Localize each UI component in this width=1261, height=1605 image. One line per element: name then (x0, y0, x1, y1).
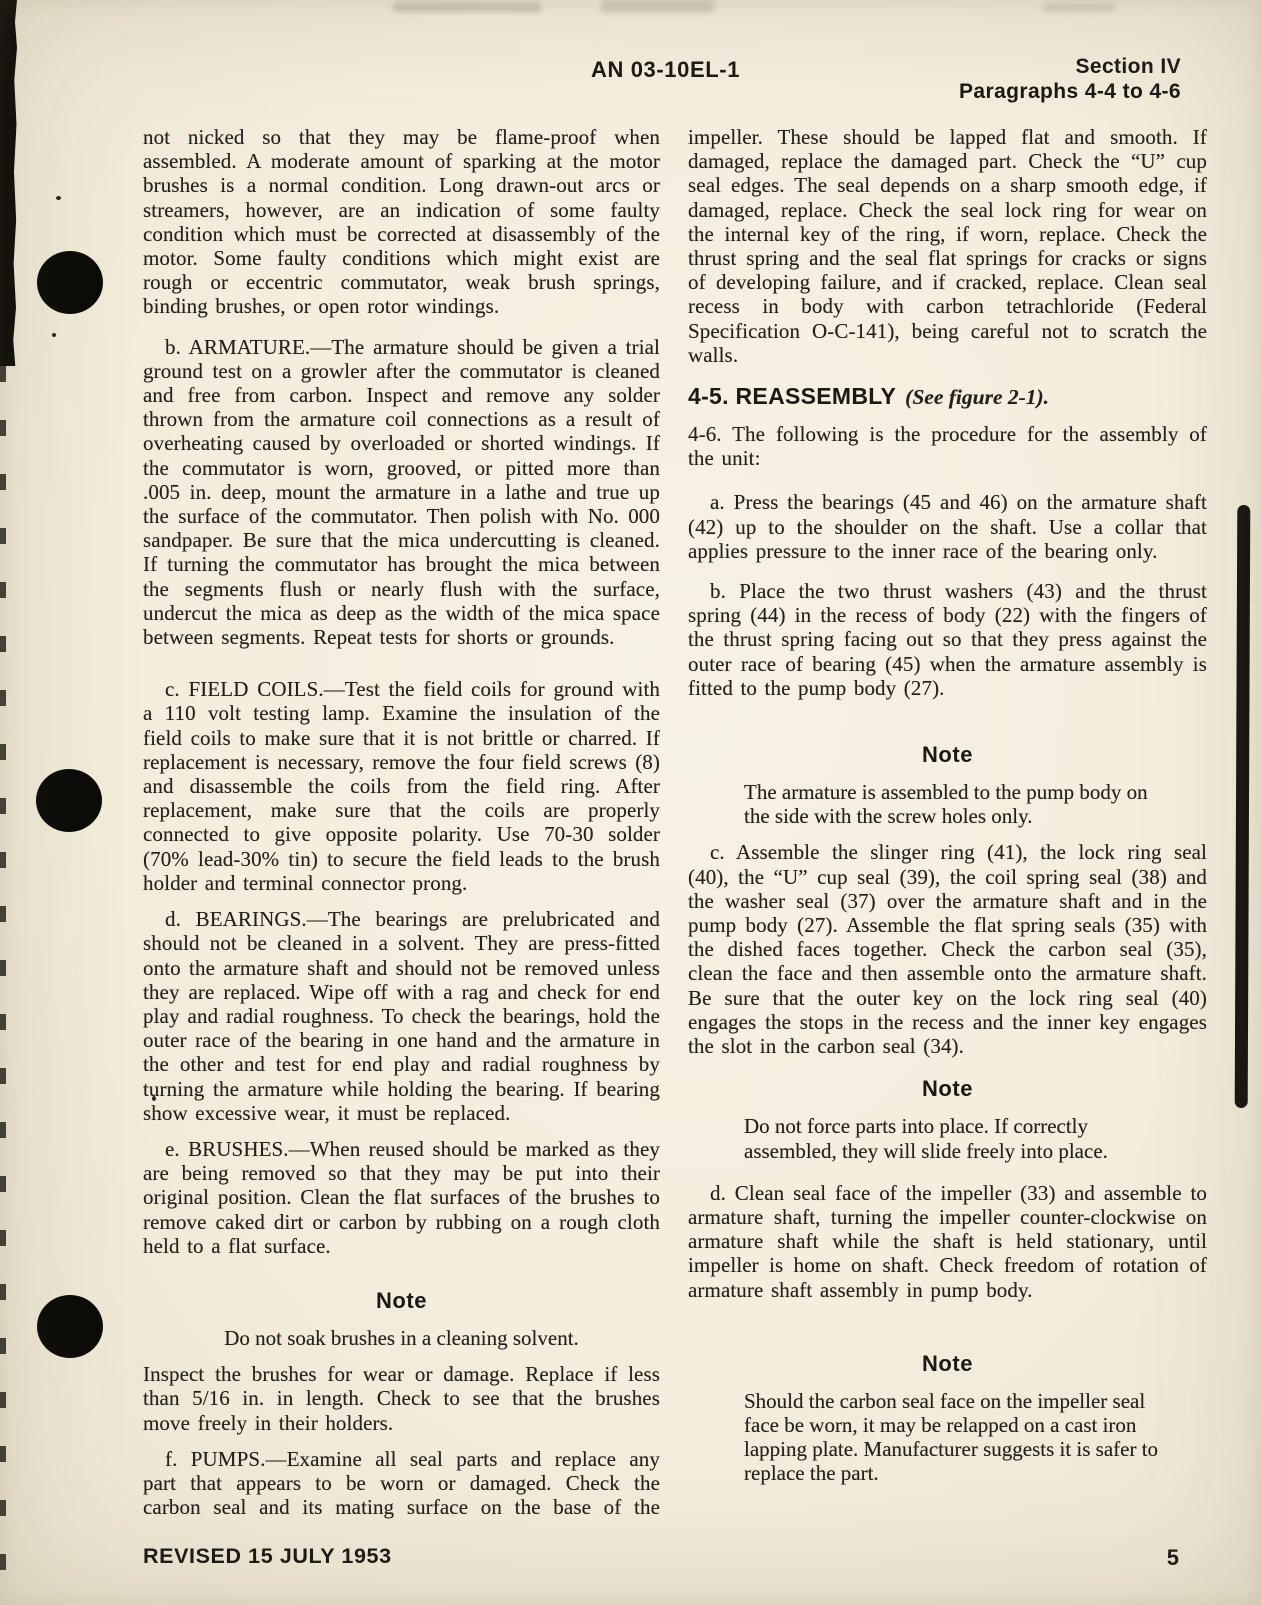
heading-reassembly (688, 383, 1207, 410)
note-heading: Note (376, 1287, 427, 1313)
paragraph-step-c: c. Assemble the slinger ring (41), the lock ring seal (40), the “U” cup seal (39), the coil spring seal (38) and the washer seal (37) over the armature shaft and in the pump body (27). Assemble the flat spring seals (35) with the dished faces together. Check the carbon seal (35), clean the face and then assemble onto the armature shaft. Be sure that the outer key on the lock ring seal (40) engages the stops in the recess and the inner key engages the slot in the carbon seal (34). (688, 840, 1207, 1059)
paragraph-field-coils: c. FIELD COILS.—Test the field coils for ground with a 110 volt testing lamp. Examine the insulation of the field coils to make sure that it is not brittle or charred. If replacement is necessary, remove the four field screws (8) and disassemble the coils from the field ring. After replacement, make sure that the coils are properly connected to give opposite polarity. Use 70-30 solder (70% lead-30% tin) to secure the field leads to the brush holder and terminal connector prong. (143, 677, 660, 895)
page-number: 5 (1166, 1545, 1179, 1570)
note-heading: Note (922, 742, 973, 768)
section-header (959, 54, 1181, 104)
punch-hole (36, 769, 102, 832)
heading-reassembly-number: 4-5. REASSEMBLY (688, 383, 897, 410)
binding-edge-artifact (0, 0, 17, 366)
note-text-armature: The armature is assembled to the pump body on the side with the screw holes only. (744, 780, 1148, 829)
section-title: Section IV (1075, 55, 1181, 78)
note-text-seal: Should the carbon seal face on the impeller seal face be worn, it may be relapped on a cast iron lapping plate. Manufacturer suggests it is safer to replace the part. (744, 1388, 1159, 1486)
binding-edge-marks (0, 366, 6, 1605)
ink-speck (56, 196, 61, 200)
scan-smudge (600, 0, 715, 13)
scan-smudge (1042, 3, 1116, 12)
note-text-brushes: Do not soak brushes in a cleaning solvent. (224, 1325, 579, 1350)
paragraph-bearings: d. BEARINGS.—The bearings are prelubricated and should not be cleaned in a solvent. They are press-fitted onto the armature shaft and should not be removed unless they are replaced. Wipe off with a rag and check for end play and radial roughness. To check the bearings, hold the outer race of the bearing in one hand and the armature in the other and test for end play and radial roughness by turning the armature while holding the bearing. If bearing show excessive wear, it must be replaced. (143, 907, 660, 1125)
paragraph-range: Paragraphs 4-4 to 4-6 (959, 80, 1181, 103)
note-heading: Note (922, 1350, 973, 1376)
punch-hole (37, 1295, 103, 1358)
left-column (143, 122, 660, 1519)
paragraph-assembly-procedure: 4-6. The following is the procedure for the assembly of the unit: (688, 422, 1207, 471)
paragraph-pumps: f. PUMPS.—Examine all seal parts and replace any part that appears to be worn or damaged. Check the carbon seal and its mating surface on the base of the (143, 1446, 660, 1520)
doc-number: AN 03-10EL-1 (591, 57, 741, 82)
scan-smudge (392, 2, 542, 12)
paragraph-armature: b. ARMATURE.—The armature should be given a trial ground test on a growler after the commutator is cleaned and free from carbon. Inspect and remove any solder thrown from the armature coil connections as a result of overheating caused by overloaded or shorted windings. If the commutator is worn, grooved, or pitted more than .005 in. deep, mount the armature in a lathe and true up the surface of the commutator. Then polish with No. 000 sandpaper. Be sure that the mica undercutting is cleaned. If turning the commutator has brought the mica between the segments flush or nearly flush with the surface, undercut the mica as deep as the width of the mica space between segments. Repeat tests for shorts or grounds. (143, 334, 660, 650)
paragraph-inspect-brushes: Inspect the brushes for wear or damage. Replace if less than 5/16 in. in length. Check to see that the brushes move freely in their holders. (143, 1362, 660, 1435)
punch-hole (37, 251, 103, 314)
revision-date: REVISED 15 JULY 1953 (143, 1544, 392, 1568)
paragraph-impeller-seals: impeller. These should be lapped flat and smooth. If damaged, replace the damaged part. Check the “U” cup seal edges. The seal depends on a sharp smooth edge, if damaged, replace. Check the seal lock ring for wear on the internal key of the ring, if worn, replace. Check the thrust spring and the seal flat springs for cracks or signs of developing failure, and if cracked, replace. Clean seal recess in body with carbon tetrachloride (Federal Specification O-C-141), being careful not to scratch the walls. (688, 125, 1207, 367)
paragraph-step-d: d. Clean seal face of the impeller (33) and assemble to armature shaft, turning the impeller counter-clockwise on armature shaft while the shaft is held stationary, until impeller is home on shaft. Check freedom of rotation of armature shaft assembly in pump body. (688, 1180, 1207, 1302)
right-column (688, 122, 1207, 1486)
paragraph-brushes: e. BRUSHES.—When reused should be marked as they are being removed so that they may be put into their original position. Clean the flat surfaces of the brushes to remove caked dirt or carbon by rubbing on a rough cloth held to a flat surface. (143, 1136, 660, 1258)
paragraph-step-a: a. Press the bearings (45 and 46) on the armature shaft (42) up to the shoulder on the shaft. Use a collar that applies pressure to the inner race of the bearing only. (688, 490, 1207, 563)
paragraph-step-b: b. Place the two thrust washers (43) and the thrust spring (44) in the recess of body (22) with the fingers of the thrust spring facing out so that they press against the outer race of bearing (45) when the armature assembly is fitted to the pump body (27). (688, 579, 1207, 700)
note-text-force: Do not force parts into place. If correctly assembled, they will slide freely into place. (744, 1114, 1108, 1163)
ink-speck (52, 333, 56, 337)
note-heading: Note (922, 1076, 973, 1102)
revision-change-bar (1235, 505, 1251, 1108)
paragraph-motor-conditions: not nicked so that they may be flame-proof when assembled. A moderate amount of sparking at the motor brushes is a normal condition. Long drawn-out arcs or streamers, however, are an indication of some faulty condition which must be corrected at disassembly of the motor. Some faulty conditions which might exist are rough or eccentric commutator, weak brush springs, binding brushes, or open rotor windings. (143, 125, 660, 319)
heading-reassembly-figure-ref: (See figure 2-1). (905, 385, 1050, 410)
